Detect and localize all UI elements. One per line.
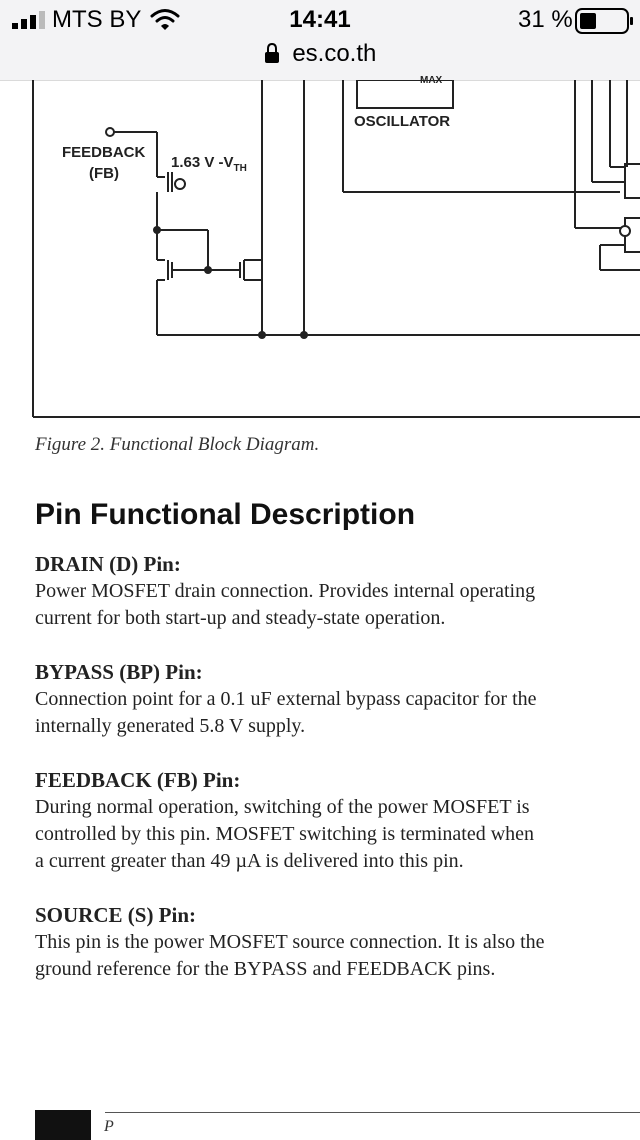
lock-icon (264, 43, 280, 63)
pin-description-bypass (35, 659, 605, 740)
pin-heading: SOURCE (S) Pin: (35, 903, 197, 927)
carrier-name: MTS BY (52, 6, 142, 33)
battery-percent: 31 % (518, 6, 573, 33)
address-bar[interactable] (0, 40, 640, 68)
figure-caption: Figure 2. Functional Block Diagram. (35, 434, 320, 455)
diagram-label-oscillator: OSCILLATOR (354, 113, 451, 130)
pin-text-line: ground reference for the BYPASS and FEEDBACK pins. (35, 958, 496, 980)
pin-text-line: controlled by this pin. MOSFET switching is terminated when (35, 823, 535, 845)
pin-description-source (35, 902, 605, 983)
pin-text-line: Connection point for a 0.1 uF external bypass capacitor for the (35, 688, 537, 710)
pin-text-line: This pin is the power MOSFET source connection. It is also the (35, 931, 545, 953)
diagram-label-fb: (FB) (89, 165, 119, 182)
diagram-label-feedback: FEEDBACK (62, 144, 146, 161)
pin-text-line: internally generated 5.8 V supply. (35, 715, 306, 737)
pin-text-line: Power MOSFET drain connection. Provides internal operating (35, 580, 536, 602)
footer-letter: P (104, 1118, 114, 1135)
pin-description-drain (35, 551, 605, 632)
pin-text-line: current for both start-up and steady-state operation. (35, 607, 446, 629)
battery-icon (575, 8, 635, 34)
functional-block-diagram (0, 75, 640, 420)
pin-text-line: During normal operation, switching of the power MOSFET is (35, 796, 530, 818)
diagram-label-threshold: 1.63 V $-V_{TH}$ (171, 154, 247, 174)
diagram-wiring (0, 80, 640, 420)
status-bar (0, 0, 640, 81)
clock-time: 14:41 (289, 6, 351, 33)
url-text: es.co.th (292, 40, 377, 67)
pin-heading: BYPASS (BP) Pin: (35, 660, 203, 684)
section-title: Pin Functional Description (35, 498, 416, 531)
pin-description-feedback (35, 767, 605, 875)
pin-heading: FEEDBACK (FB) Pin: (35, 768, 241, 792)
diagram-label-max: MAX (420, 75, 443, 86)
pin-text-line: a current greater than 49 µA is delivered into this pin. (35, 850, 464, 872)
pin-heading: DRAIN (D) Pin: (35, 552, 181, 576)
footer-rule (105, 1112, 640, 1113)
